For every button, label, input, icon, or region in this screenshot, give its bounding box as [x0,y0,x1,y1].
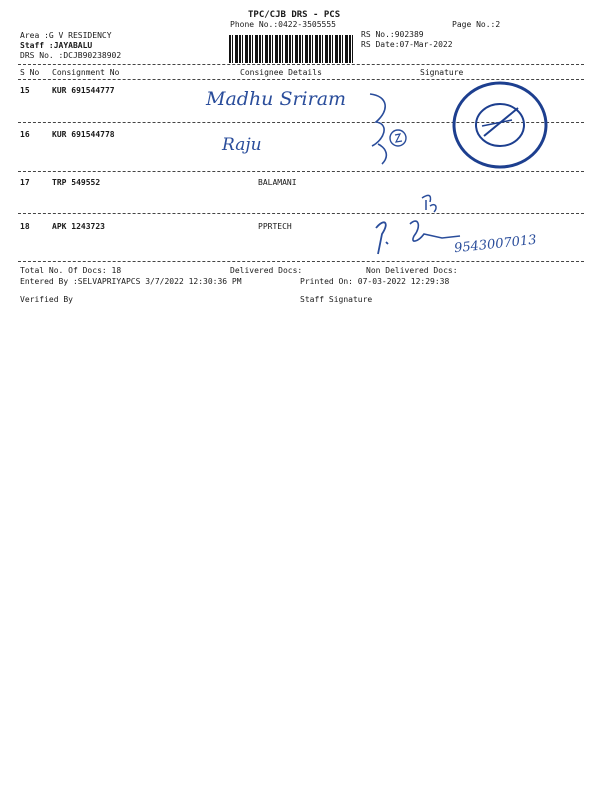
staff-signature: Staff Signature [300,295,373,304]
rs-number: RS No.:902389 [361,30,424,39]
brace-mark [360,88,410,168]
verified-by: Verified By [20,295,73,304]
row-divider [18,171,584,172]
row-consignee: BALAMANI [258,178,297,187]
row-sno: 16 [20,130,30,139]
staff-label: Staff :JAYABALU [20,41,93,50]
divider [18,64,584,65]
row-consignment: APK 1243723 [52,222,105,231]
barcode [229,35,353,63]
signature-mark [370,188,570,268]
page-number: Page No.:2 [452,20,501,29]
handwritten-name: Madhu Sriram [206,88,347,110]
delivered-docs: Delivered Docs: [230,266,303,275]
col-consignment-header: Consignment No [52,68,120,77]
col-sno-header: S No [20,68,40,77]
entered-by: Entered By :SELVAPRIYAPCS 3/7/2022 12:30:36 PM [20,277,242,286]
row-sno: 17 [20,178,30,187]
col-consignee-header: Consignee Details [240,68,322,77]
total-docs: Total No. Of Docs: 18 [20,266,122,275]
col-signature-header: Signature [420,68,464,77]
row-sno: 15 [20,86,30,95]
non-delivered-docs: Non Delivered Docs: [366,266,458,275]
row-consignment: TRP 549552 [52,178,101,187]
row-consignment: KUR 691544777 [52,86,115,95]
handwritten-phone: 9543007013 [453,232,538,257]
row-sno: 18 [20,222,30,231]
handwritten-name: Raju [222,135,262,155]
document-title: TPC/CJB DRS - PCS [248,10,341,20]
clinic-stamp [450,80,550,170]
drs-number: DRS No. :DCJB90238902 [20,51,122,60]
row-consignment: KUR 691544778 [52,130,115,139]
printed-on: Printed On: 07-03-2022 12:29:38 [300,277,450,286]
phone-number: Phone No.:0422-3505555 [230,20,336,29]
rs-date: RS Date:07-Mar-2022 [361,40,453,49]
area-label: Area :G V RESIDENCY [20,31,112,40]
row-consignee: PPRTECH [258,222,292,231]
